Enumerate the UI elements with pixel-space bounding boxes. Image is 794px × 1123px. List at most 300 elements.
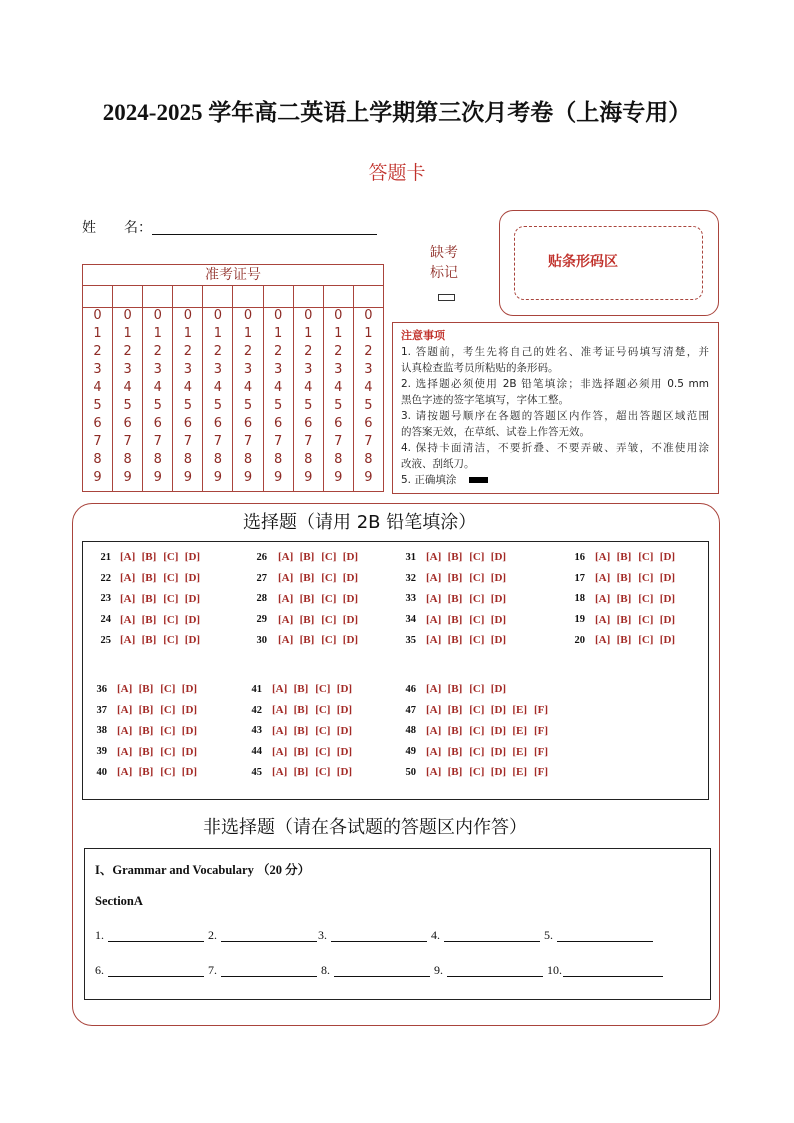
option-c-bubble[interactable]: [C]: [469, 724, 485, 737]
option-d-bubble[interactable]: [D]: [184, 572, 201, 585]
option-c-bubble[interactable]: [C]: [638, 613, 654, 626]
exam-id-digit-bubble[interactable]: 2: [153, 344, 162, 359]
exam-id-digit-bubble[interactable]: 1: [334, 326, 343, 341]
option-a-bubble[interactable]: [A]: [120, 634, 136, 647]
exam-id-digit-bubble[interactable]: 1: [183, 326, 192, 341]
option-b-bubble[interactable]: [B]: [141, 592, 157, 605]
option-d-bubble[interactable]: [D]: [490, 613, 507, 626]
option-b-bubble[interactable]: [B]: [299, 634, 315, 647]
option-b-bubble[interactable]: [B]: [447, 592, 463, 605]
exam-id-write-cell[interactable]: [83, 286, 112, 308]
exam-id-digit-bubble[interactable]: 7: [93, 434, 102, 449]
answer-blank-1: [95, 927, 104, 943]
option-e-bubble[interactable]: [E]: [512, 766, 528, 779]
exam-id-write-cell[interactable]: [324, 286, 353, 308]
exam-id-digit-bubble[interactable]: 4: [243, 380, 253, 395]
option-d-bubble[interactable]: [D]: [659, 592, 676, 605]
option-d-bubble[interactable]: [D]: [490, 592, 507, 605]
option-b-bubble[interactable]: [B]: [447, 683, 463, 696]
exam-id-digit-bubble[interactable]: 8: [304, 452, 313, 467]
option-d-bubble[interactable]: [D]: [490, 634, 507, 647]
option-b-bubble[interactable]: [B]: [447, 551, 463, 564]
exam-id-write-cell[interactable]: [113, 286, 142, 308]
option-c-bubble[interactable]: [C]: [469, 551, 485, 564]
option-c-bubble[interactable]: [C]: [469, 704, 485, 717]
blank-number: 3.: [318, 928, 327, 942]
exam-id-column: [354, 286, 383, 491]
exam-id-digit-bubble[interactable]: 5: [93, 398, 102, 413]
option-b-bubble[interactable]: [B]: [141, 634, 157, 647]
answer-line[interactable]: [221, 941, 317, 942]
option-a-bubble[interactable]: [A]: [117, 704, 133, 717]
exam-id-digit-bubble[interactable]: 2: [123, 344, 132, 359]
note-5-text: 5. 正确填涂: [401, 474, 457, 486]
exam-id-digit-bubble[interactable]: 1: [273, 326, 283, 341]
exam-id-digit-bubble[interactable]: 4: [123, 380, 132, 395]
exam-id-digit-bubble[interactable]: 5: [273, 398, 283, 413]
exam-id-digit-bubble[interactable]: 4: [153, 380, 162, 395]
option-b-bubble[interactable]: [B]: [293, 745, 309, 758]
question-number: 30: [256, 634, 267, 646]
answer-line[interactable]: [108, 941, 204, 942]
exam-id-digit-bubble[interactable]: 3: [273, 362, 283, 377]
exam-id-digit-bubble[interactable]: 2: [334, 344, 343, 359]
option-c-bubble[interactable]: [C]: [469, 683, 485, 696]
option-c-bubble[interactable]: [C]: [321, 572, 337, 585]
exam-id-digit-bubble[interactable]: 9: [273, 470, 283, 485]
exam-id-digit-bubble[interactable]: 2: [273, 344, 283, 359]
option-c-bubble[interactable]: [C]: [638, 551, 654, 564]
exam-id-digit-bubble[interactable]: 9: [183, 470, 192, 485]
option-a-bubble[interactable]: [A]: [117, 766, 133, 779]
exam-id-digit-bubble[interactable]: 2: [183, 344, 192, 359]
name-input[interactable]: [152, 233, 377, 235]
option-d-bubble[interactable]: [D]: [184, 634, 201, 647]
answer-line[interactable]: [563, 976, 663, 977]
option-a-bubble[interactable]: [A]: [426, 572, 442, 585]
option-d-bubble[interactable]: [D]: [336, 683, 353, 696]
option-b-bubble[interactable]: [B]: [447, 613, 463, 626]
exam-id-digit-bubble[interactable]: 1: [364, 326, 373, 341]
exam-id-digit-bubble[interactable]: 2: [213, 344, 223, 359]
question-row: [247, 589, 364, 610]
question-number: 28: [256, 593, 267, 605]
exam-id-digit-bubble[interactable]: 2: [93, 344, 102, 359]
exam-id-digit-bubble[interactable]: 4: [93, 380, 102, 395]
exam-id-digit-bubble[interactable]: 9: [243, 470, 253, 485]
absent-mark-box[interactable]: [438, 294, 455, 301]
option-b-bubble[interactable]: [B]: [293, 704, 309, 717]
answer-line[interactable]: [444, 941, 540, 942]
exam-id-digit-bubble[interactable]: 6: [183, 416, 192, 431]
option-d-bubble[interactable]: [D]: [659, 613, 676, 626]
option-d-bubble[interactable]: [D]: [490, 704, 507, 717]
option-b-bubble[interactable]: [B]: [616, 551, 632, 564]
exam-id-digit-bubble[interactable]: 0: [334, 308, 343, 323]
exam-id-digit-bubble[interactable]: 1: [213, 326, 223, 341]
option-a-bubble[interactable]: [A]: [426, 592, 442, 605]
exam-id-digit-bubble[interactable]: 1: [123, 326, 132, 341]
option-a-bubble[interactable]: [A]: [595, 613, 611, 626]
option-c-bubble[interactable]: [C]: [163, 572, 179, 585]
option-b-bubble[interactable]: [B]: [616, 592, 632, 605]
exam-id-digit-bubble[interactable]: 8: [334, 452, 343, 467]
option-b-bubble[interactable]: [B]: [138, 766, 154, 779]
option-d-bubble[interactable]: [D]: [342, 551, 359, 564]
exam-id-digit-bubble[interactable]: 3: [364, 362, 373, 377]
option-a-bubble[interactable]: [A]: [595, 592, 611, 605]
option-d-bubble[interactable]: [D]: [342, 613, 359, 626]
option-a-bubble[interactable]: [A]: [426, 704, 442, 717]
question-row: [91, 589, 206, 610]
option-b-bubble[interactable]: [B]: [293, 766, 309, 779]
exam-id-digit-bubble[interactable]: 4: [364, 380, 373, 395]
option-d-bubble[interactable]: [D]: [490, 572, 507, 585]
option-d-bubble[interactable]: [D]: [181, 766, 198, 779]
option-d-bubble[interactable]: [D]: [342, 592, 359, 605]
exam-id-digit-bubble[interactable]: 9: [364, 470, 373, 485]
option-a-bubble[interactable]: [A]: [278, 572, 294, 585]
option-a-bubble[interactable]: [A]: [426, 634, 442, 647]
option-d-bubble[interactable]: [D]: [336, 745, 353, 758]
exam-id-digit-bubble[interactable]: 0: [273, 308, 283, 323]
option-b-bubble[interactable]: [B]: [138, 683, 154, 696]
exam-id-digit-bubble[interactable]: 8: [243, 452, 253, 467]
exam-id-digit-bubble[interactable]: 1: [153, 326, 162, 341]
answer-line[interactable]: [108, 976, 204, 977]
exam-id-digit-bubble[interactable]: 9: [93, 470, 102, 485]
option-b-bubble[interactable]: [B]: [299, 551, 315, 564]
exam-id-write-cell[interactable]: [354, 286, 383, 308]
option-c-bubble[interactable]: [C]: [160, 766, 176, 779]
exam-id-digit-bubble[interactable]: 0: [364, 308, 373, 323]
option-c-bubble[interactable]: [C]: [160, 745, 176, 758]
option-c-bubble[interactable]: [C]: [315, 766, 331, 779]
exam-id-digit-bubble[interactable]: 8: [153, 452, 162, 467]
option-d-bubble[interactable]: [D]: [342, 634, 359, 647]
exam-id-digit-bubble[interactable]: 0: [243, 308, 253, 323]
exam-id-write-cell[interactable]: [294, 286, 323, 308]
exam-id-digit-bubble[interactable]: 9: [153, 470, 162, 485]
question-row: [396, 762, 556, 783]
option-b-bubble[interactable]: [B]: [447, 724, 463, 737]
option-d-bubble[interactable]: [D]: [659, 572, 676, 585]
exam-id-digit-bubble[interactable]: 2: [304, 344, 313, 359]
option-b-bubble[interactable]: [B]: [138, 704, 154, 717]
exam-id-digit-bubble[interactable]: 3: [93, 362, 102, 377]
option-a-bubble[interactable]: [A]: [272, 724, 288, 737]
exam-id-digit-bubble[interactable]: 4: [183, 380, 192, 395]
exam-id-digit-bubble[interactable]: 3: [334, 362, 343, 377]
exam-id-digit-bubble[interactable]: 7: [213, 434, 223, 449]
answer-line[interactable]: [334, 976, 430, 977]
answer-blank-5: [544, 927, 553, 943]
option-a-bubble[interactable]: [A]: [595, 634, 611, 647]
exam-id-digit-bubble[interactable]: 7: [183, 434, 192, 449]
option-d-bubble[interactable]: [D]: [490, 724, 507, 737]
exam-id-digit-bubble[interactable]: 4: [213, 380, 223, 395]
option-d-bubble[interactable]: [D]: [490, 745, 507, 758]
option-a-bubble[interactable]: [A]: [426, 766, 442, 779]
question-number: 36: [96, 683, 107, 695]
option-f-bubble[interactable]: [F]: [533, 724, 549, 737]
option-d-bubble[interactable]: [D]: [184, 592, 201, 605]
option-b-bubble[interactable]: [B]: [293, 724, 309, 737]
exam-id-digit-bubble[interactable]: 0: [304, 308, 313, 323]
option-b-bubble[interactable]: [B]: [299, 592, 315, 605]
option-c-bubble[interactable]: [C]: [315, 745, 331, 758]
option-b-bubble[interactable]: [B]: [141, 551, 157, 564]
question-number: 17: [574, 572, 585, 584]
question-row: [87, 741, 203, 762]
option-c-bubble[interactable]: [C]: [160, 683, 176, 696]
question-row: [565, 547, 681, 568]
exam-id-digit-bubble[interactable]: 3: [213, 362, 223, 377]
exam-id-digit-bubble[interactable]: 8: [183, 452, 192, 467]
option-c-bubble[interactable]: [C]: [321, 613, 337, 626]
option-a-bubble[interactable]: [A]: [426, 724, 442, 737]
exam-id-write-cell[interactable]: [203, 286, 232, 308]
exam-id-write-cell[interactable]: [264, 286, 293, 308]
exam-id-digit-bubble[interactable]: 1: [243, 326, 253, 341]
option-c-bubble[interactable]: [C]: [638, 634, 654, 647]
exam-id-digit-bubble[interactable]: 3: [183, 362, 192, 377]
answer-blank-10: [547, 962, 562, 978]
option-f-bubble[interactable]: [F]: [533, 766, 549, 779]
option-c-bubble[interactable]: [C]: [469, 745, 485, 758]
option-c-bubble[interactable]: [C]: [469, 572, 485, 585]
option-c-bubble[interactable]: [C]: [638, 592, 654, 605]
exam-id-digit-bubble[interactable]: 3: [243, 362, 253, 377]
question-row: [91, 609, 206, 630]
option-a-bubble[interactable]: [A]: [426, 745, 442, 758]
option-a-bubble[interactable]: [A]: [426, 683, 442, 696]
option-b-bubble[interactable]: [B]: [447, 766, 463, 779]
exam-id-digit-bubble[interactable]: 8: [364, 452, 373, 467]
question-row: [396, 630, 512, 651]
option-a-bubble[interactable]: [A]: [117, 745, 133, 758]
exam-id-digit-bubble[interactable]: 6: [273, 416, 283, 431]
option-c-bubble[interactable]: [C]: [321, 592, 337, 605]
exam-id-digit-bubble[interactable]: 0: [213, 308, 223, 323]
exam-id-digit-bubble[interactable]: 5: [123, 398, 132, 413]
option-c-bubble[interactable]: [C]: [638, 572, 654, 585]
blank-number: 4.: [431, 928, 440, 942]
option-f-bubble[interactable]: [F]: [533, 745, 549, 758]
option-a-bubble[interactable]: [A]: [120, 592, 136, 605]
option-c-bubble[interactable]: [C]: [315, 724, 331, 737]
exam-id-digit-bubble[interactable]: 6: [213, 416, 223, 431]
exam-id-digit-bubble[interactable]: 4: [304, 380, 313, 395]
option-b-bubble[interactable]: [B]: [138, 724, 154, 737]
question-column-46-50: [396, 679, 556, 783]
option-d-bubble[interactable]: [D]: [181, 704, 198, 717]
exam-id-digit-bubble[interactable]: 9: [334, 470, 343, 485]
option-e-bubble[interactable]: [E]: [512, 704, 528, 717]
exam-id-digit-bubble[interactable]: 7: [123, 434, 132, 449]
option-a-bubble[interactable]: [A]: [595, 572, 611, 585]
option-a-bubble[interactable]: [A]: [278, 613, 294, 626]
exam-id-label: 准考证号: [83, 265, 383, 286]
exam-id-write-cell[interactable]: [173, 286, 202, 308]
option-d-bubble[interactable]: [D]: [181, 724, 198, 737]
option-b-bubble[interactable]: [B]: [299, 572, 315, 585]
exam-id-digit-bubble[interactable]: 7: [334, 434, 343, 449]
exam-id-digit-bubble[interactable]: 3: [123, 362, 132, 377]
option-d-bubble[interactable]: [D]: [181, 683, 198, 696]
exam-id-digit-bubble[interactable]: 6: [364, 416, 373, 431]
note-1-line-2: 认真检查监考员所粘贴的条形码。: [401, 362, 559, 374]
option-b-bubble[interactable]: [B]: [447, 634, 463, 647]
exam-id-digit-bubble[interactable]: 1: [304, 326, 313, 341]
option-a-bubble[interactable]: [A]: [426, 551, 442, 564]
exam-id-digit-bubble[interactable]: 4: [334, 380, 343, 395]
answer-line[interactable]: [331, 941, 427, 942]
option-c-bubble[interactable]: [C]: [315, 683, 331, 696]
option-c-bubble[interactable]: [C]: [469, 766, 485, 779]
exam-id-digit-bubble[interactable]: 5: [334, 398, 343, 413]
exam-id-digit-bubble[interactable]: 7: [364, 434, 373, 449]
option-b-bubble[interactable]: [B]: [299, 613, 315, 626]
option-e-bubble[interactable]: [E]: [512, 745, 528, 758]
option-c-bubble[interactable]: [C]: [160, 724, 176, 737]
answer-line[interactable]: [221, 976, 317, 977]
option-a-bubble[interactable]: [A]: [272, 745, 288, 758]
option-a-bubble[interactable]: [A]: [272, 683, 288, 696]
option-c-bubble[interactable]: [C]: [160, 704, 176, 717]
option-b-bubble[interactable]: [B]: [447, 704, 463, 717]
exam-id-digit-bubble[interactable]: 6: [304, 416, 313, 431]
option-d-bubble[interactable]: [D]: [336, 766, 353, 779]
exam-id-digit-bubble[interactable]: 7: [304, 434, 313, 449]
exam-id-digit-bubble[interactable]: 5: [153, 398, 162, 413]
exam-id-digit-bubble[interactable]: 3: [153, 362, 162, 377]
answer-line[interactable]: [447, 976, 543, 977]
option-d-bubble[interactable]: [D]: [184, 613, 201, 626]
option-d-bubble[interactable]: [D]: [659, 634, 676, 647]
exam-id-digit-bubble[interactable]: 6: [334, 416, 343, 431]
question-number: 27: [256, 572, 267, 584]
exam-id-digit-bubble[interactable]: 5: [183, 398, 192, 413]
option-d-bubble[interactable]: [D]: [342, 572, 359, 585]
option-b-bubble[interactable]: [B]: [138, 745, 154, 758]
exam-id-digit-bubble[interactable]: 6: [93, 416, 102, 431]
exam-id-write-cell[interactable]: [143, 286, 172, 308]
option-d-bubble[interactable]: [D]: [336, 704, 353, 717]
exam-id-digit-bubble[interactable]: 5: [213, 398, 223, 413]
exam-id-digit-bubble[interactable]: 4: [273, 380, 283, 395]
exam-id-digit-bubble[interactable]: 6: [123, 416, 132, 431]
exam-id-digit-bubble[interactable]: 9: [304, 470, 313, 485]
option-b-bubble[interactable]: [B]: [141, 572, 157, 585]
option-b-bubble[interactable]: [B]: [616, 613, 632, 626]
option-c-bubble[interactable]: [C]: [163, 613, 179, 626]
option-b-bubble[interactable]: [B]: [141, 613, 157, 626]
option-a-bubble[interactable]: [A]: [278, 592, 294, 605]
exam-id-digit-bubble[interactable]: 5: [243, 398, 253, 413]
exam-id-digit-bubble[interactable]: 0: [93, 308, 102, 323]
blank-number: 5.: [544, 928, 553, 942]
question-row: [91, 568, 206, 589]
option-a-bubble[interactable]: [A]: [272, 704, 288, 717]
option-b-bubble[interactable]: [B]: [447, 572, 463, 585]
option-b-bubble[interactable]: [B]: [616, 572, 632, 585]
blank-number: 10.: [547, 963, 562, 977]
option-a-bubble[interactable]: [A]: [595, 551, 611, 564]
exam-id-digit-bubble[interactable]: 7: [273, 434, 283, 449]
option-a-bubble[interactable]: [A]: [120, 572, 136, 585]
note-2-line-2: 黑色字迹的签字笔填写，字体工整。: [401, 394, 569, 406]
exam-id-digit-bubble[interactable]: 2: [364, 344, 373, 359]
option-b-bubble[interactable]: [B]: [447, 745, 463, 758]
option-a-bubble[interactable]: [A]: [120, 613, 136, 626]
exam-id-digit-bubble[interactable]: 8: [123, 452, 132, 467]
option-d-bubble[interactable]: [D]: [659, 551, 676, 564]
exam-id-digit-bubble[interactable]: 6: [153, 416, 162, 431]
answer-line[interactable]: [557, 941, 653, 942]
option-c-bubble[interactable]: [C]: [469, 634, 485, 647]
option-a-bubble[interactable]: [A]: [278, 551, 294, 564]
exam-id-digit-bubble[interactable]: 7: [153, 434, 162, 449]
exam-id-digit-bubble[interactable]: 7: [243, 434, 253, 449]
option-c-bubble[interactable]: [C]: [163, 592, 179, 605]
question-row: [87, 700, 203, 721]
exam-id-digit-bubble[interactable]: 0: [183, 308, 192, 323]
exam-id-digit-bubble[interactable]: 9: [123, 470, 132, 485]
note-3-line-2: 的答案无效，在草纸、试卷上作答无效。: [401, 426, 590, 438]
option-c-bubble[interactable]: [C]: [163, 551, 179, 564]
option-e-bubble[interactable]: [E]: [512, 724, 528, 737]
option-d-bubble[interactable]: [D]: [490, 551, 507, 564]
exam-id-digit-bubble[interactable]: 8: [273, 452, 283, 467]
question-number: 20: [574, 634, 585, 646]
exam-id-digit-bubble[interactable]: 8: [213, 452, 223, 467]
exam-id-digit-bubble[interactable]: 2: [243, 344, 253, 359]
exam-id-digit-bubble[interactable]: 3: [304, 362, 313, 377]
option-d-bubble[interactable]: [D]: [181, 745, 198, 758]
option-a-bubble[interactable]: [A]: [120, 551, 136, 564]
option-c-bubble[interactable]: [C]: [315, 704, 331, 717]
option-a-bubble[interactable]: [A]: [426, 613, 442, 626]
option-a-bubble[interactable]: [A]: [117, 724, 133, 737]
exam-id-digit-bubble[interactable]: 0: [123, 308, 132, 323]
option-f-bubble[interactable]: [F]: [533, 704, 549, 717]
option-a-bubble[interactable]: [A]: [278, 634, 294, 647]
exam-id-digit-bubble[interactable]: 0: [153, 308, 162, 323]
option-a-bubble[interactable]: [A]: [272, 766, 288, 779]
option-d-bubble[interactable]: [D]: [184, 551, 201, 564]
exam-id-digit-bubble[interactable]: 6: [243, 416, 253, 431]
option-b-bubble[interactable]: [B]: [616, 634, 632, 647]
exam-id-digit-bubble[interactable]: 5: [304, 398, 313, 413]
option-a-bubble[interactable]: [A]: [117, 683, 133, 696]
option-d-bubble[interactable]: [D]: [336, 724, 353, 737]
exam-id-digit-bubble[interactable]: 9: [213, 470, 223, 485]
option-b-bubble[interactable]: [B]: [293, 683, 309, 696]
option-c-bubble[interactable]: [C]: [321, 634, 337, 647]
exam-id-digit-bubble[interactable]: 1: [93, 326, 102, 341]
question-row: [247, 568, 364, 589]
exam-id-digit-bubble[interactable]: 8: [93, 452, 102, 467]
option-c-bubble[interactable]: [C]: [321, 551, 337, 564]
exam-id-write-cell[interactable]: [233, 286, 262, 308]
option-c-bubble[interactable]: [C]: [163, 634, 179, 647]
option-c-bubble[interactable]: [C]: [469, 613, 485, 626]
exam-id-digit-bubble[interactable]: 5: [364, 398, 373, 413]
option-d-bubble[interactable]: [D]: [490, 683, 507, 696]
option-d-bubble[interactable]: [D]: [490, 766, 507, 779]
option-c-bubble[interactable]: [C]: [469, 592, 485, 605]
